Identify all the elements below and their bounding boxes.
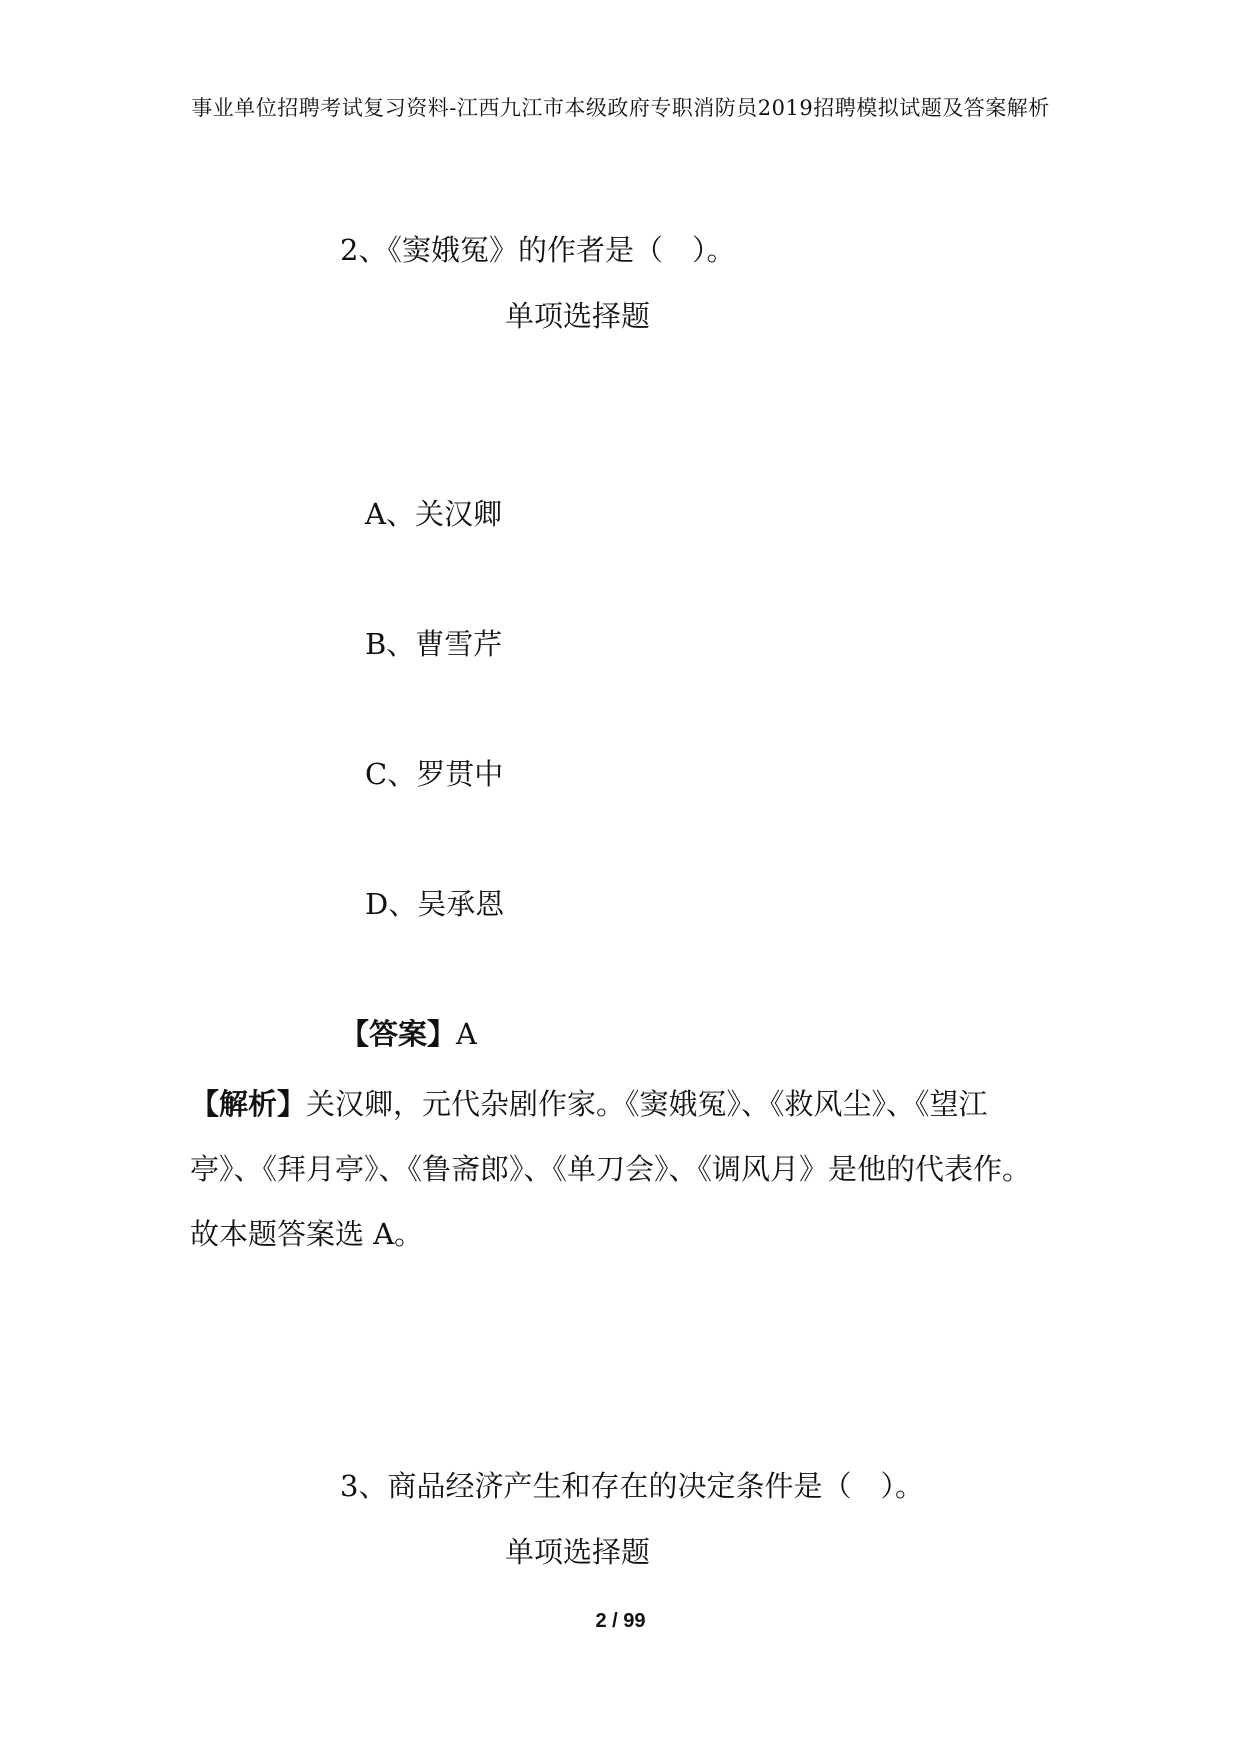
- analysis-label: 【解析】: [190, 1087, 307, 1121]
- question-2-option-b: B、曹雪芹: [365, 627, 503, 661]
- answer-label: 【答案】: [340, 1017, 457, 1051]
- question-2-stem: 2、《窦娥冤》的作者是（ ）。: [340, 233, 736, 267]
- analysis-line-2: 亭》、《拜月亭》、《鲁斋郎》、《单刀会》、《调风月》是他的代表作。: [190, 1152, 1032, 1186]
- question-2-analysis: [190, 1072, 1070, 1267]
- analysis-line-3: 故本题答案选 A。: [190, 1217, 424, 1251]
- page-number: 2 / 99: [595, 1610, 646, 1632]
- question-2-type: 单项选择题: [505, 299, 651, 333]
- question-2-option-c: C、罗贯中: [365, 757, 504, 791]
- analysis-text-1: 关汉卿，元代杂剧作家。《窦娥冤》、《救风尘》、《望江: [306, 1087, 988, 1121]
- answer-value: A: [456, 1017, 477, 1051]
- question-2-answer: [340, 1017, 477, 1051]
- question-2-option-a: A、关汉卿: [365, 497, 502, 531]
- question-3-type: 单项选择题: [505, 1535, 651, 1569]
- analysis-line-1: [190, 1072, 1070, 1137]
- question-2-option-d: D、吴承恩: [365, 887, 505, 921]
- question-3-stem: 3、商品经济产生和存在的决定条件是（ ）。: [340, 1469, 924, 1503]
- page-header-title: 事业单位招聘考试复习资料-江西九江市本级政府专职消防员2019招聘模拟试题及答案解析: [191, 96, 1050, 120]
